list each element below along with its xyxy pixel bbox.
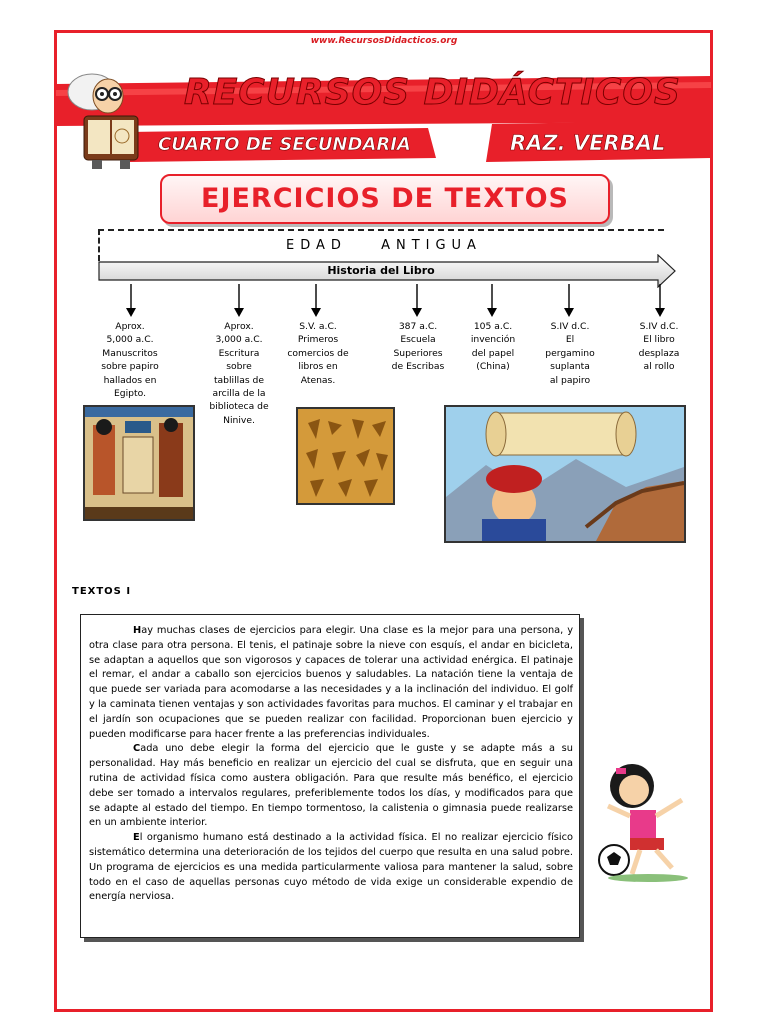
timeline-marker [486, 284, 498, 318]
timeline-marker [310, 284, 322, 318]
brand-title: RECURSOS DIDÁCTICOS [184, 72, 681, 113]
timeline-event: 105 a.C. invención del papel (China) [470, 321, 516, 373]
era-label: EDAD ANTIGUA [286, 238, 482, 253]
page-title-box [160, 174, 610, 224]
timeline-label: Historia del Libro [327, 264, 435, 277]
scroll-great-wall-image [444, 405, 686, 543]
timeline-event: Aprox. 3,000 a.C. Escritura sobre tablillas de arcilla de la biblioteca de Ninive. [209, 321, 269, 426]
egyptian-papyrus-image [83, 405, 195, 521]
timeline-event: 387 a.C. Escuela Superiores de Escribas [391, 321, 445, 373]
timeline-marker [563, 284, 575, 318]
professor-mascot-icon [62, 66, 156, 170]
site-url[interactable]: www.RecursosDidacticos.org [310, 36, 458, 46]
grade-label: CUARTO DE SECUNDARIA [158, 134, 411, 155]
text-paragraph: Hay muchas clases de ejercicios para elegir. Una clase es la mejor para una persona, y otra clase para otra persona. El tenis, el patinaje sobre la nieve con esquís, el andar en bicicleta, se adaptan a aquellos que son vigorosos y capaces de tolerar una actividad enérgica. El patinaje el remar, el andar a caballo son ejercicios buenos y saludables. La natación tiene la ventaja de que puede ser variada para acomodarse a las necesidades y a la inclinación del individuo. El golf y la caminata tienen ventajas y son actividades favoritas para muchos. El caminar y el trabajar en el jardín son ocupaciones que se pueden realizar con facilidad. Proporcionan buen ejercicio y pueden modificarse para hacer frente a las preferencias individuales. [89, 625, 573, 740]
timeline-marker [654, 284, 666, 318]
timeline-event: S.IV d.C. El pergamino suplanta al papiro [545, 321, 595, 386]
text-paragraph: Cada uno debe elegir la forma del ejercicio que le guste y se adapte más a su personalidad. Hay más beneficio en realizar un ejercicio del cual se disfruta, que en seguir una rutina de actividad física como austera obligación. Para que resulte más benéfico, el ejercicio debe ser tomado a intervalos regulares, preferiblemente todos los días, y modificados para que se adapte al estado del tiempo. En tiempo tormentoso, la calistenia o gimnasia puede realizarse en un ambiente interior. [89, 743, 573, 829]
timeline-marker [411, 284, 423, 318]
section-title: TEXTOS I [72, 586, 132, 597]
text-paragraph: El organismo humano está destinado a la actividad física. El no realizar ejercicio físico sistemático determina una deterioración de los tejidos del cuerpo que resulta en una salud pobre. Un programa de ejercicios es una medida particularmente valiosa para mantener la salud, sobre todo en el caso de aquellas personas cuyo método de vida exige un considerable expendio de energía nerviosa. [89, 832, 573, 903]
timeline-event: S.V. a.C. Primeros comercios de libros en Atenas. [287, 321, 349, 386]
drop-initial: C [133, 743, 141, 755]
timeline-marker [125, 284, 137, 318]
timeline-marker [233, 284, 245, 318]
girl-soccer-illustration-icon [590, 756, 702, 882]
drop-initial: E [133, 832, 140, 844]
reading-text-box [80, 614, 580, 938]
subject-label: RAZ. VERBAL [510, 131, 666, 155]
drop-initial: H [133, 625, 142, 636]
timeline-event: Aprox. 5,000 a.C. Manuscritos sobre papiro hallados en Egipto. [101, 321, 159, 400]
clay-tablet-image [296, 407, 395, 505]
timeline-event: S.IV d.C. El libro desplaza al rollo [638, 321, 680, 373]
page-title: EJERCICIOS DE TEXTOS [201, 183, 569, 214]
